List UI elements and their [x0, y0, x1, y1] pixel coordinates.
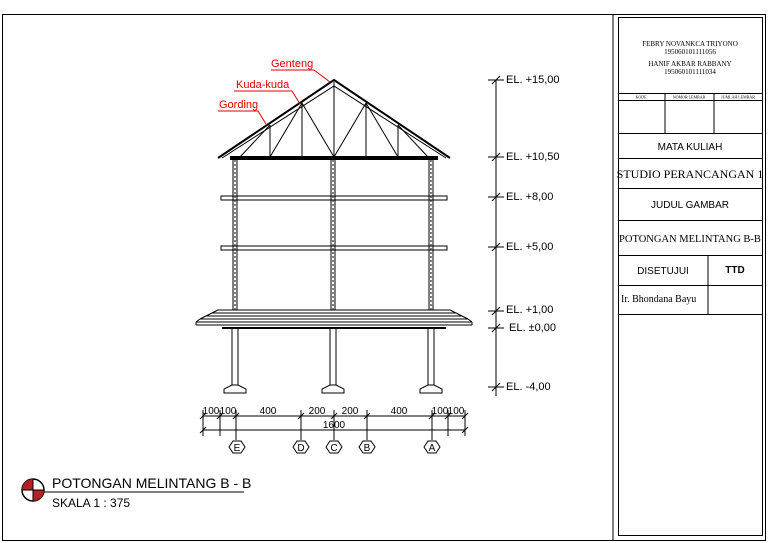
- dimension-label: 100: [447, 406, 465, 417]
- elevation-markers: [488, 76, 504, 396]
- column-header-kode: KODE: [635, 94, 647, 100]
- elevation-label: EL. +15,00: [506, 74, 560, 86]
- title-block: [613, 15, 763, 541]
- columns-foundation: [232, 328, 434, 385]
- building-section: [196, 80, 472, 393]
- label-genteng: Genteng: [271, 58, 314, 70]
- dimension-label: 200: [341, 406, 359, 417]
- author-name: FEBRY NOVANKCA TRIYONO: [642, 40, 738, 48]
- author-id: 195060101111034: [664, 68, 716, 76]
- approver-name: Ir. Bhondana Bayu: [621, 294, 697, 305]
- elevation-label: EL. ±0,00: [509, 322, 557, 334]
- footings: [224, 385, 442, 393]
- elevation-label: EL. +1,00: [506, 304, 554, 316]
- slab-level-5: [221, 246, 447, 250]
- column-header-nomor: NOMOR LEMBAR: [672, 94, 706, 100]
- grid-axis-label: C: [330, 443, 338, 454]
- grid-axis-label: B: [363, 443, 371, 454]
- leader-gording: [218, 111, 266, 124]
- column-header-jumlah: JUMLAH LEMBAR: [721, 94, 755, 100]
- elevation-label: EL. +5,00: [506, 241, 554, 253]
- drawing-title: POTONGAN MELINTANG B - B: [52, 475, 252, 491]
- label-gording: Gording: [219, 99, 259, 111]
- ground-floor-steps: [196, 310, 472, 325]
- elevation-label: EL. +8,00: [506, 191, 554, 203]
- judul-gambar-label: JUDUL GAMBAR: [651, 200, 729, 211]
- grid-axes: [229, 441, 440, 454]
- truss-members: [240, 82, 428, 157]
- elevation-label: EL. +10,50: [506, 151, 560, 163]
- dimension-label: 200: [308, 406, 326, 417]
- annotations: [218, 58, 330, 124]
- mata-kuliah-label: MATA KULIAH: [657, 142, 723, 153]
- roof-ring-beam: [230, 156, 438, 160]
- ttd-label: TTD: [725, 265, 745, 276]
- label-kuda-kuda: Kuda-kuda: [236, 79, 290, 91]
- dimension-label: 100: [219, 406, 237, 417]
- grid-axis-label: E: [233, 443, 241, 454]
- mata-kuliah-value: STUDIO PERANCANGAN 1: [616, 167, 764, 181]
- drawing-scale: SKALA 1 : 375: [52, 496, 131, 510]
- columns-upper: [233, 160, 433, 310]
- dimension-label: 100: [202, 406, 220, 417]
- title-block-text: [617, 40, 764, 305]
- elevation-labels: [506, 74, 560, 393]
- judul-gambar-value: POTONGAN MELINTANG B-B: [619, 234, 761, 245]
- elevation-label: EL. -4,00: [506, 381, 551, 393]
- grid-axis-label: A: [428, 443, 436, 454]
- dimension-total: 1600: [322, 420, 346, 431]
- drawing-title-block: [22, 475, 251, 510]
- dimension-label: 400: [390, 406, 408, 417]
- grid-axis-label: D: [297, 443, 305, 454]
- dimension-label: 100: [431, 406, 449, 417]
- slab-level-8: [221, 196, 447, 200]
- disetujui-label: DISETUJUI: [637, 266, 689, 277]
- author-name: HANIF AKBAR RABBANY: [648, 60, 732, 68]
- author-id: 195060101111056: [664, 48, 716, 56]
- dimension-label: 400: [259, 406, 277, 417]
